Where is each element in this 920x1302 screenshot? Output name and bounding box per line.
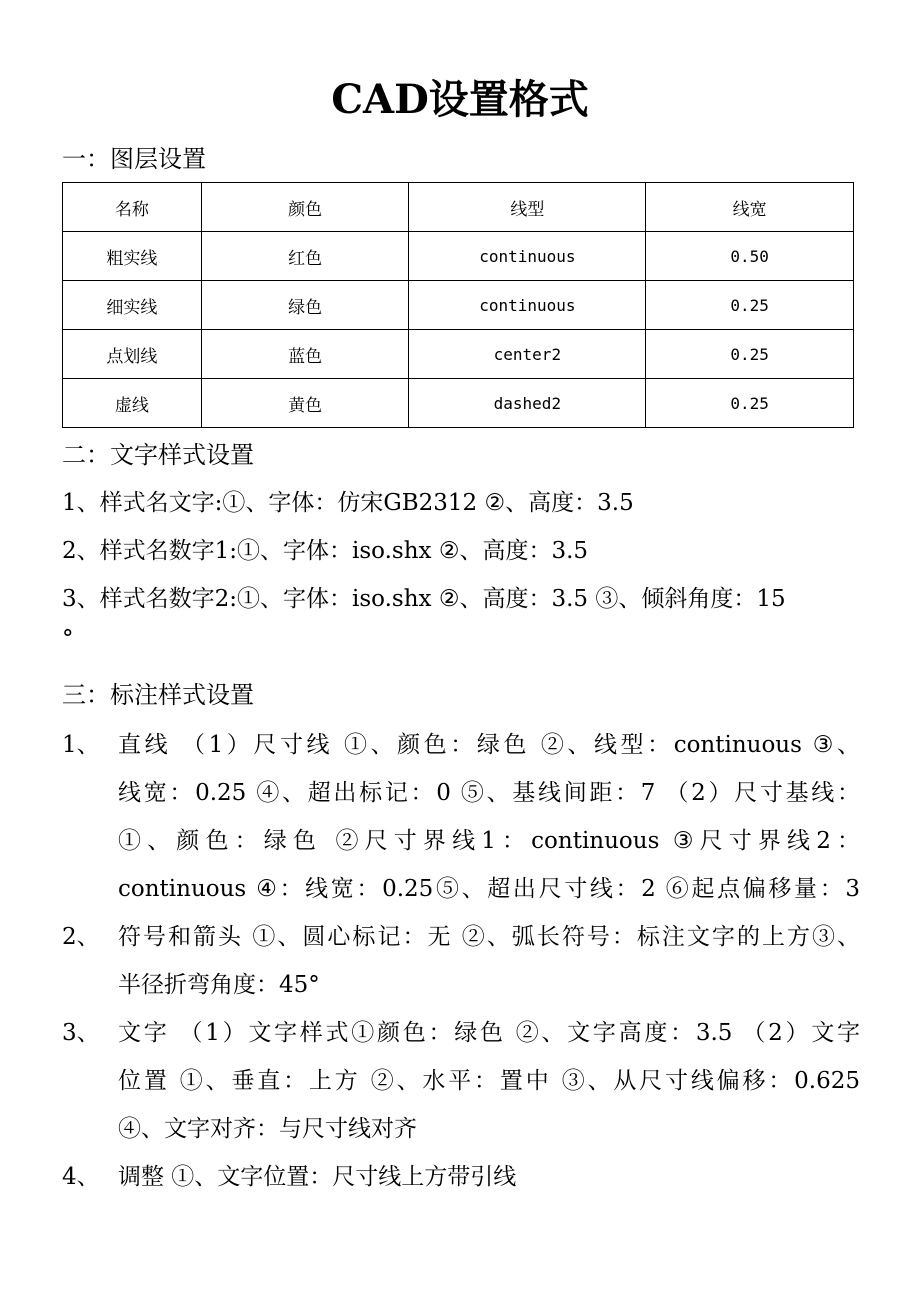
- dim-item-line: 线宽：0.25 ④、超出标记：0 ⑤、基线间距：7 （2）尺寸基线：: [118, 780, 860, 806]
- dim-item-line: 位置 ①、垂直：上方 ②、水平：置中 ③、从尺寸线偏移：0.625: [118, 1068, 860, 1094]
- header-cell-linetype: 线型: [409, 183, 646, 232]
- dim-item-line: 半径折弯角度：45°: [118, 972, 320, 998]
- table-row: [63, 281, 854, 330]
- section-heading-dim-style: 三：标注样式设置: [62, 681, 254, 709]
- dim-item-line: 文字 （1）文字样式①颜色：绿色 ②、文字高度：3.5 （2）文字: [118, 1020, 860, 1046]
- dim-item-number: 3、: [62, 1020, 100, 1046]
- dim-item-line: 调整 ①、文字位置：尺寸线上方带引线: [118, 1164, 517, 1190]
- table-cell: 蓝色: [201, 330, 409, 379]
- table-cell: center2: [409, 330, 646, 379]
- text-style-line-3: 3、样式名数字2:①、字体：iso.shx ②、高度：3.5 ③、倾斜角度：15: [62, 586, 786, 612]
- header-cell-name: 名称: [63, 183, 202, 232]
- header-cell-color: 颜色: [201, 183, 409, 232]
- dim-item-number: 4、: [62, 1164, 100, 1190]
- table-cell: 粗实线: [63, 232, 202, 281]
- table-row: [63, 379, 854, 428]
- dim-item-line: 直线 （1）尺寸线 ①、颜色：绿色 ②、线型：continuous ③、: [118, 732, 860, 758]
- table-cell: continuous: [409, 281, 646, 330]
- text-style-line-3-wrap: °: [62, 626, 74, 652]
- page-title: CAD设置格式: [331, 76, 589, 123]
- table-row: [63, 232, 854, 281]
- table-cell: continuous: [409, 232, 646, 281]
- table-cell: 0.50: [646, 232, 854, 281]
- table-cell: 点划线: [63, 330, 202, 379]
- text-style-line-1: 1、样式名文字:①、字体：仿宋GB2312 ②、高度：3.5: [62, 490, 634, 516]
- section-heading-layers: 一：图层设置: [62, 145, 206, 173]
- layer-table: [62, 182, 854, 428]
- section-heading-text-style: 二：文字样式设置: [62, 441, 254, 469]
- table-cell: 黄色: [201, 379, 409, 428]
- table-cell: 0.25: [646, 281, 854, 330]
- table-cell: 0.25: [646, 379, 854, 428]
- dim-item-number: 1、: [62, 732, 100, 758]
- table-cell: 细实线: [63, 281, 202, 330]
- header-cell-lineweight: 线宽: [646, 183, 854, 232]
- dim-item-line: ①、颜色：绿色 ②尺寸界线1：continuous ③尺寸界线2：: [118, 828, 860, 854]
- table-cell: 虚线: [63, 379, 202, 428]
- dim-item-number: 2、: [62, 924, 100, 950]
- dim-item-line: 符号和箭头 ①、圆心标记：无 ②、弧长符号：标注文字的上方③、: [118, 924, 860, 950]
- table-cell: 0.25: [646, 330, 854, 379]
- table-cell: 绿色: [201, 281, 409, 330]
- text-style-line-2: 2、样式名数字1:①、字体：iso.shx ②、高度：3.5: [62, 538, 589, 564]
- table-header-row: [63, 183, 854, 232]
- table-cell: dashed2: [409, 379, 646, 428]
- dim-item-line: ④、文字对齐：与尺寸线对齐: [118, 1116, 417, 1142]
- table-row: [63, 330, 854, 379]
- dim-item-line: continuous ④：线宽：0.25⑤、超出尺寸线：2 ⑥起点偏移量：3: [118, 876, 860, 902]
- table-cell: 红色: [201, 232, 409, 281]
